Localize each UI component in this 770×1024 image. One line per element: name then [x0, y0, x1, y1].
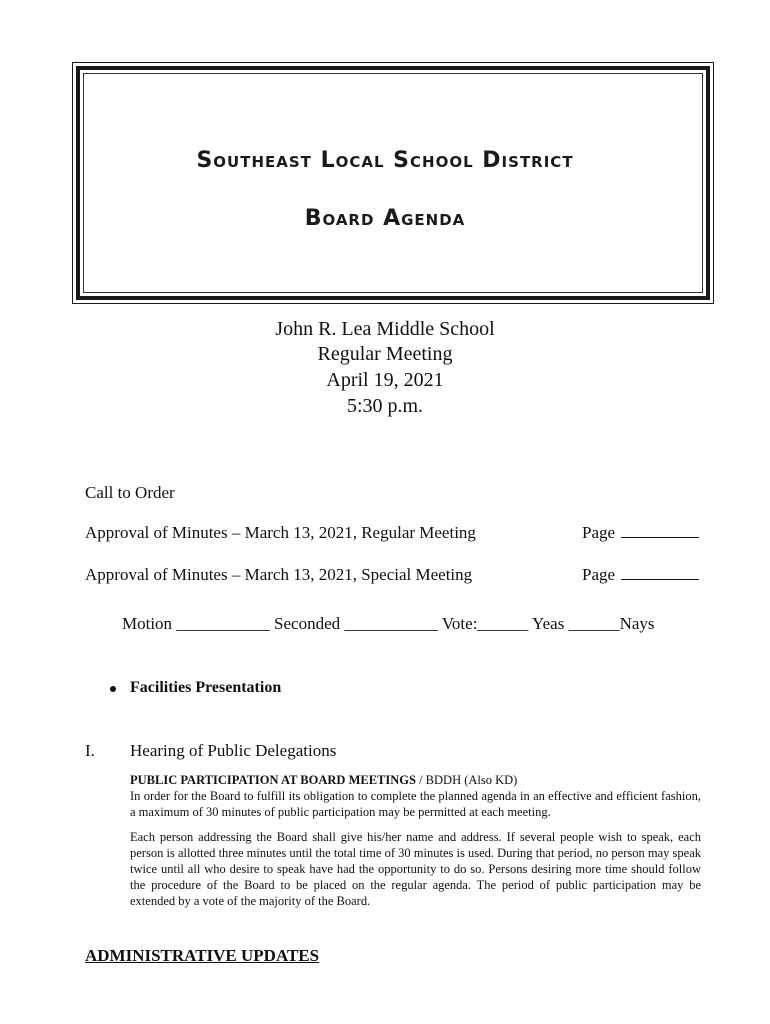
page-field-special: [582, 565, 699, 585]
administrative-updates-heading: ADMINISTRATIVE UPDATES: [85, 946, 320, 965]
header-frame-inner: [83, 73, 703, 293]
policy-paragraph-1: In order for the Board to fulfill its obligation to complete the planned agenda in an effective and efficient fashion, a maximum of 30 minutes of public participation may be permitted at each meeting.: [130, 788, 701, 819]
page-blank: [621, 523, 699, 538]
meeting-date: April 19, 2021: [326, 369, 444, 391]
minutes-special: Approval of Minutes – March 13, 2021, Special Meeting: [85, 565, 473, 584]
page-label: Page: [582, 523, 616, 542]
bullet-icon: [110, 686, 116, 692]
minutes-regular: Approval of Minutes – March 13, 2021, Regular Meeting: [85, 523, 476, 542]
policy-paragraph-2: Each person addressing the Board shall give his/her name and address. If several people wish to speak, each person is allotted three minutes until the total time of 30 minutes is used. During that period, no person may speak twice until all who desire to speak have had the opportunity to do so. Persons desiring more time should follow the procedure of the Board to be placed on the regular agenda. The period of public participation may be extended by a vote of the majority of the Board.: [130, 830, 701, 908]
motion-line: Motion ___________ Seconded ___________ Vote:______ Yeas ______Nays: [122, 614, 655, 633]
policy-code: / BDDH (Also KD): [415, 773, 518, 787]
call-to-order: Call to Order: [85, 483, 175, 502]
meeting-type: Regular Meeting: [317, 343, 453, 365]
header-frame: [76, 66, 710, 300]
page-blank: [621, 565, 699, 580]
district-title: Southeast Local School District: [196, 148, 574, 173]
policy-block: [130, 773, 701, 909]
section-title: Hearing of Public Delegations: [130, 741, 337, 760]
agenda-title: Board Agenda: [304, 206, 466, 231]
page-field-regular: [582, 523, 699, 543]
policy-heading: [130, 773, 701, 789]
meeting-location: John R. Lea Middle School: [275, 318, 495, 340]
section-numeral: I.: [85, 741, 95, 760]
policy-title: PUBLIC PARTICIPATION AT BOARD MEETINGS: [130, 773, 416, 787]
meeting-time: 5:30 p.m.: [346, 395, 424, 417]
facilities-item: Facilities Presentation: [130, 679, 282, 696]
page-label: Page: [582, 565, 616, 584]
